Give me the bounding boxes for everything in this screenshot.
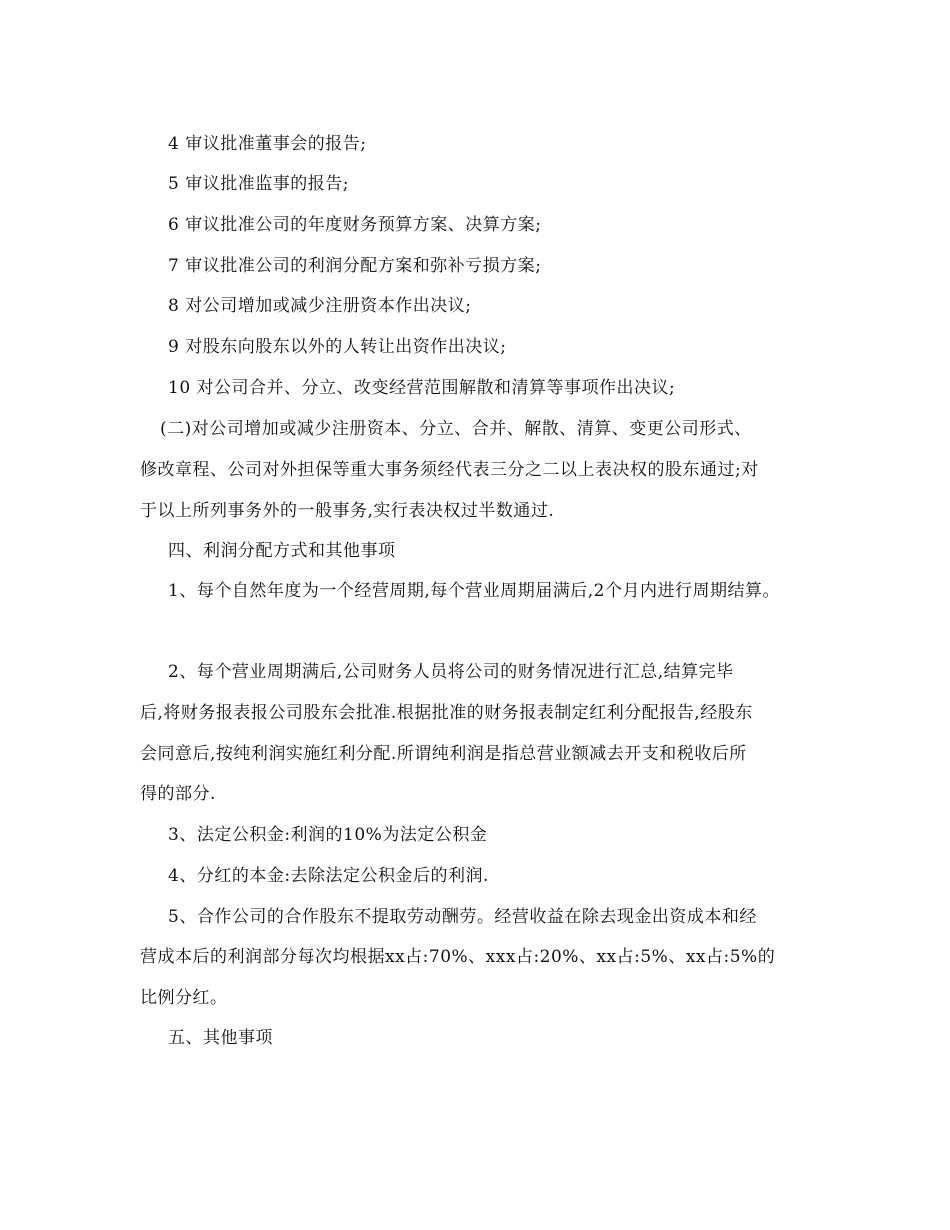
section-heading: 四、利润分配方式和其他事项 <box>168 541 396 561</box>
paragraph-line: (二)对公司增加或减少注册资本、分立、合并、解散、清算、变更公司形式、 <box>160 419 752 439</box>
paragraph-line: 8 对公司增加或减少注册资本作出决议; <box>168 296 472 316</box>
paragraph-line: 比例分红。 <box>140 988 228 1008</box>
paragraph-line: 10 对公司合并、分立、改变经营范围解散和清算等事项作出决议; <box>168 378 676 398</box>
paragraph-line: 于以上所列事务外的一般事务,实行表决权过半数通过. <box>140 501 555 521</box>
paragraph-line: 营成本后的利润部分每次均根据xx占:70%、xxx占:20%、xx占:5%、xx占:5%的 <box>140 947 776 967</box>
section-heading: 五、其他事项 <box>168 1028 273 1048</box>
paragraph-line: 4 审议批准董事会的报告; <box>168 134 367 154</box>
paragraph-line: 后,将财务报表报公司股东会批准.根据批准的财务报表制定红利分配报告,经股东 <box>140 703 753 723</box>
paragraph-line: 7 审议批准公司的利润分配方案和弥补亏损方案; <box>168 256 542 276</box>
paragraph-line: 3、法定公积金:利润的10%为法定公积金 <box>168 825 488 845</box>
paragraph-line: 2、每个营业周期满后,公司财务人员将公司的财务情况进行汇总,结算完毕 <box>168 662 734 682</box>
paragraph-line: 9 对股东向股东以外的人转让出资作出决议; <box>168 337 507 357</box>
paragraph-line: 会同意后,按纯利润实施红利分配.所谓纯利润是指总营业额减去开支和税收后所 <box>140 744 747 764</box>
paragraph-line: 4、分红的本金:去除法定公积金后的利润. <box>168 866 489 886</box>
paragraph-line: 修改章程、公司对外担保等重大事务须经代表三分之二以上表决权的股东通过;对 <box>140 460 759 480</box>
paragraph-line: 6 审议批准公司的年度财务预算方案、决算方案; <box>168 215 542 235</box>
paragraph-line: 5 审议批准监事的报告; <box>168 174 349 194</box>
paragraph-line: 1、每个自然年度为一个经营周期,每个营业周期届满后,2个月内进行周期结算。 <box>168 581 780 601</box>
paragraph-line: 得的部分. <box>140 784 216 804</box>
paragraph-line: 5、合作公司的合作股东不提取劳动酬劳。经营收益在除去现金出资成本和经 <box>168 907 757 927</box>
